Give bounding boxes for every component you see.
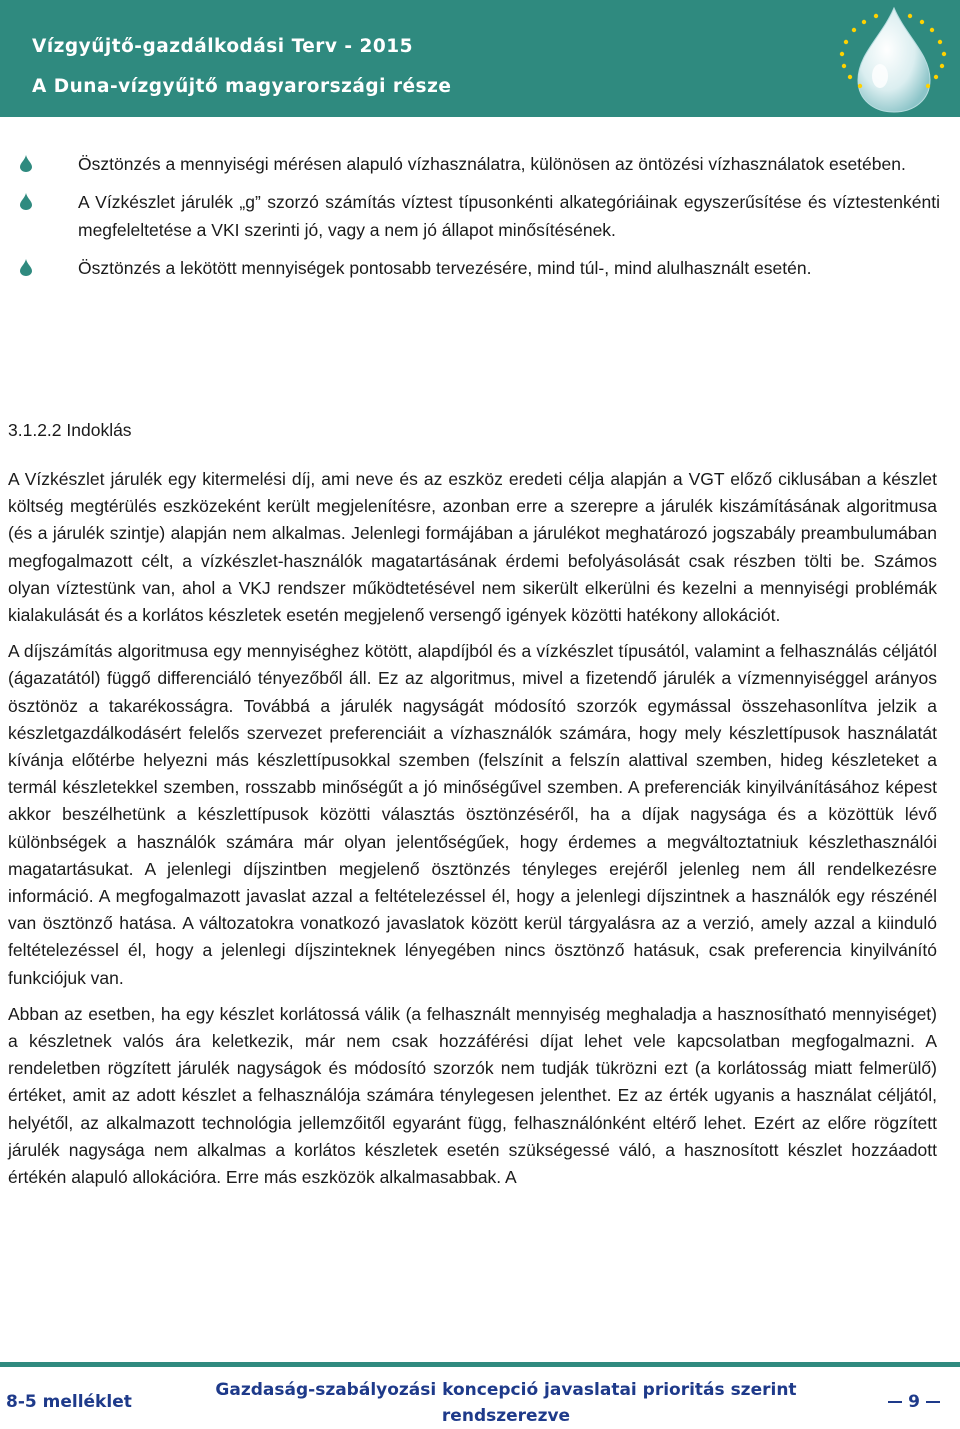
body-text (8, 466, 937, 1200)
paragraph: A díjszámítás algoritmusa egy mennyiséghez kötött, alapdíjból és a vízkészlet típusától, valamint a felhasználás céljától (ágazatától) függő differenciáló tényezőből áll. Ez az algoritmus, mivel a fizetendő járulék a vízmennyiséggel arányos ösztönöz a takarékosságra. Továbbá a járulék nagyságát módosító szorzók egymással összehasonlítva jelzik a készletgazdálkodásért felelős szervezet preferenciáit a vízhasználók számára, hogy mely készlettípusok használatát kívánja előtérbe helyezni más készlettípusokkal szemben (felszínit a felszín alattival szemben, hideg készleteket a termál készletekkel szemben, rosszabb minőségűt a jó minőségűvel szemben. A preferenciák kinyilvánításához képest akkor beszélhetünk a készlettípusok közötti választás ösztönzéséről, ha a díjak nagysága és a közöttük lévő különbségek a használók számára már olyan jelentőségűek, hogy érdemes a megváltoztatniuk készlethasználói magatartásukat. A jelenlegi díjszintben megjelenő ösztönzés tényleges erejéről jelenleg nem áll rendelkezésre információ. A megfogalmazott javaslat azzal a feltételezéssel él, hogy a jelenlegi díjszintnek a használók egy részénél van ösztönző hatása. A változatokra vonatkozó javaslatok között kerül tárgyalásra az a verzió, amely azzal a kiinduló feltételezéssel él, hogy a jelenlegi díjszinteknek lényegében nincs ösztönző hatásuk, csak preferencia kinyilvánító funkciójuk van. (8, 641, 937, 988)
bullet-text: Ösztönzés a mennyiségi mérésen alapuló vízhasználatra, különösen az öntözési vízhasználatok esetében. (78, 154, 906, 174)
footer-annex-label: 8-5 melléklet (6, 1392, 132, 1412)
bullet-text: A Vízkészlet járulék „g” szorzó számítás víztest típusonkénti alkategóriáinak egyszerűsítése és víztestenkénti megfeleltetése a VKI szerinti jó, vagy a nem jó állapot minősítésének. (78, 192, 940, 240)
bullet-item (10, 150, 940, 178)
header-title: Vízgyűjtő-gazdálkodási Terv - 2015 (32, 36, 414, 57)
section-heading: 3.1.2.2 Indoklás (8, 420, 132, 440)
bullet-item (10, 188, 940, 244)
paragraph: A Vízkészlet járulék egy kitermelési díj, ami neve és az eszköz eredeti célja alapján a VGT előző ciklusában a készlet költség megtérülés eszközeként került megjelenítésre, azonban erre a szerepre a járulék kiszámításának algoritmusa (és a járulék szintje) alapján nem alkalmas. Jelenlegi formájában a járulékot meghatározó jogszabály preambulumában megfogalmazott célt, a vízkészlet-használók magatartásának érdemi befolyásolását csak részben tölti be. Számos olyan víztestünk van, ahol a VKJ rendszer működtetésével nem sikerült elkerülni és kezelni a mennyiségi problémák kialakulását és a korlátos készletek esetén megjelenő versengő igények közötti hatékony allokációt. (8, 469, 937, 626)
page-number-value: 9 (908, 1392, 920, 1412)
bullet-drop-icon (20, 259, 32, 276)
bullet-item (10, 254, 940, 282)
bullet-text: Ösztönzés a lekötött mennyiségek pontosabb tervezésére, mind túl-, mind alulhasznált esetén. (78, 258, 812, 278)
bullet-list (10, 150, 940, 292)
bullet-drop-icon (20, 193, 32, 210)
bullet-drop-icon (20, 155, 32, 172)
paragraph: Abban az esetben, ha egy készlet korlátossá válik (a felhasznált mennyiség meghaladja a hasznosítható mennyiséget) a készletnek valós ára keletkezik, már nem csak hozzáférési díjat lehet vele kapcsolatban megfogalmazni. A rendeletben rögzített járulék nagyságok és módosító szorzók nem tudják tükrözni ezt (a korlátosság miatt felmerülő) értéket, amit az adott készlet a felhasználója számára ténylegesen jelenthet. Ez az érték ugyanis a használat céljától, helyétől, az alkalmazott technológia jellemzőitől egyaránt függ, felhasználónként eltérő lehet. Ezért az előre rögzített járulék nagysága nem alkalmas a korlátos készletek esetén szükségessé váló, a hasznosított készlet hozzáadott értékén alapuló allokációra. Erre más eszközök alkalmasabbak. A (8, 1003, 937, 1188)
page-number (882, 1392, 946, 1412)
footer-divider (0, 1362, 960, 1367)
page-header (0, 0, 960, 117)
water-drop-logo-icon (824, 2, 954, 114)
header-subtitle: A Duna-vízgyűjtő magyarországi része (32, 76, 452, 97)
footer-document-title: Gazdaság-szabályozási koncepció javaslatai prioritás szerint rendszerezve (215, 1380, 797, 1426)
